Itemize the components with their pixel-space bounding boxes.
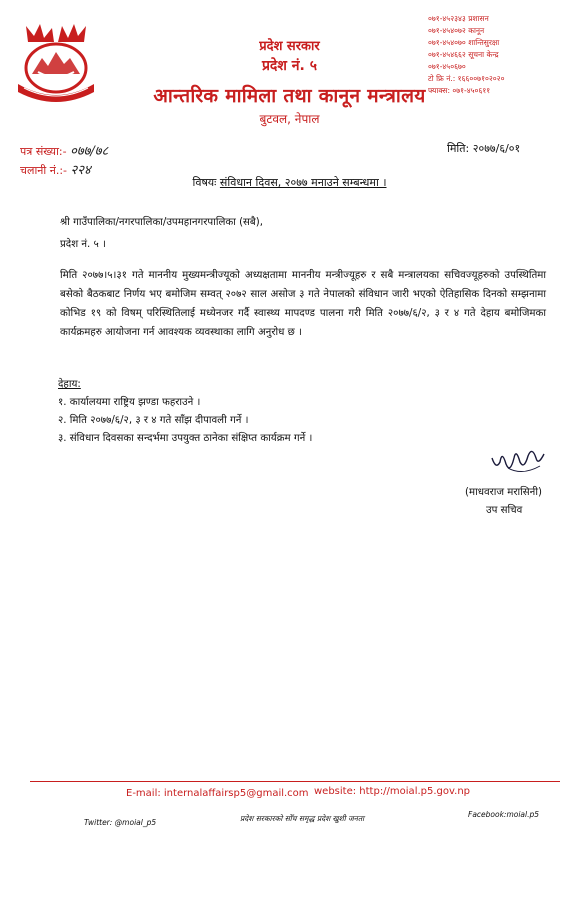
footer-divider [30, 781, 560, 782]
signatory-title: उप सचिव [486, 505, 523, 516]
province-label: प्रदेश नं. ५ [261, 58, 318, 74]
contact-line: टो फ्रि नं.: १६६००७१०२०२० [428, 74, 505, 83]
list-item: ३. संविधान दिवसका सन्दर्भमा उपयुक्त ठानेका संक्षिप्त कार्यक्रम गर्ने । [58, 433, 313, 444]
subject-label: विषयः [192, 176, 217, 189]
contact-line: फ्याक्स: ०७१-४५०६११ [428, 86, 491, 95]
footer-facebook: Facebook:moial.p5 [468, 810, 540, 819]
addressee-line-2: प्रदेश नं. ५ । [60, 239, 106, 250]
date-label: मिति: [447, 142, 470, 155]
list-item: २. मिति २०७७/६/२, ३ र ४ गते साँझ दीपावली गर्ने । [58, 415, 249, 426]
contact-line: ०७१-४५४०७० शान्तिसुरक्षा [428, 38, 500, 47]
list-heading: देहाय: [58, 379, 81, 390]
dispatch-number-value: २२४ [70, 163, 91, 178]
date-value: २०७७/६/०१ [472, 142, 521, 155]
footer-website: website: http://moial.p5.gov.np [314, 786, 471, 797]
dispatch-number-label: चलानी नं.:- [20, 164, 68, 177]
contact-line: ०७१-४५४०७२ कानून [428, 26, 485, 35]
letter-date [447, 141, 520, 156]
government-label: प्रदेश सरकार [259, 39, 320, 54]
letter-number-label: पत्र संख्या:- [20, 145, 67, 158]
ministry-title: आन्तरिक मामिला तथा कानून मन्त्रालय [153, 85, 426, 107]
addressee-line-1: श्री गाउँपालिका/नगरपालिका/उपमहानगरपालिका (सबै), [60, 217, 263, 228]
signatory-name: (माधवराज मरासिनी) [465, 487, 542, 498]
location-label: बुटवल, नेपाल [259, 112, 320, 126]
footer-email: E-mail: internalaffairsp5@gmail.com [126, 788, 309, 799]
contact-line: ०७१-४५२३४३ प्रशासन [428, 14, 489, 23]
footer-slogan: प्रदेश सरकारको सोँच समृद्ध प्रदेश खुशी जनता [240, 814, 365, 823]
subject-text: संविधान दिवस, २०७७ मनाउने सम्बन्धमा । [219, 176, 387, 189]
contact-line: ०७१-४५४६६२ सूचना केन्द्र [428, 50, 499, 59]
letter-number [20, 141, 108, 159]
letter-number-value: ०७७/७८ [70, 144, 109, 159]
footer-twitter: Twitter: @moial_p5 [84, 818, 157, 827]
list-item: १. कार्यालयमा राष्ट्रिय झण्डा फहराउने । [58, 397, 201, 408]
contact-line: ०७१-४५०६७० [428, 62, 466, 71]
subject-line [0, 175, 579, 190]
contact-list [428, 13, 504, 97]
body-paragraph: मिति २०७७।५।३१ गते माननीय मुख्यमन्त्रीज्यूको अध्यक्षतामा माननीय मन्त्रीज्यूहरु र सबै मन्त्रालयका सचिवज्यूहरुको उपस्थितिमा बसेको बैठकबाट निर्णय भए बमोजिम सम्वत् २०७२ साल असोज ३ गते नेपालको संविधान जारी भएको ऐतिहासिक दिनको सम्झनामा कोभिड १९ को विषम् परिस्थितिलाई मध्येनजर गर्दै स्वास्थ्य मापदण्ड पालना गरी मिति २०७७/६/२, ३ र ४ गते देहाय बमोजिमका कार्यक्रमहरु आयोजना गर्न आवश्यक व्यवस्थाका लागि अनुरोध छ । [60, 270, 546, 338]
handwritten-signature [488, 440, 548, 480]
